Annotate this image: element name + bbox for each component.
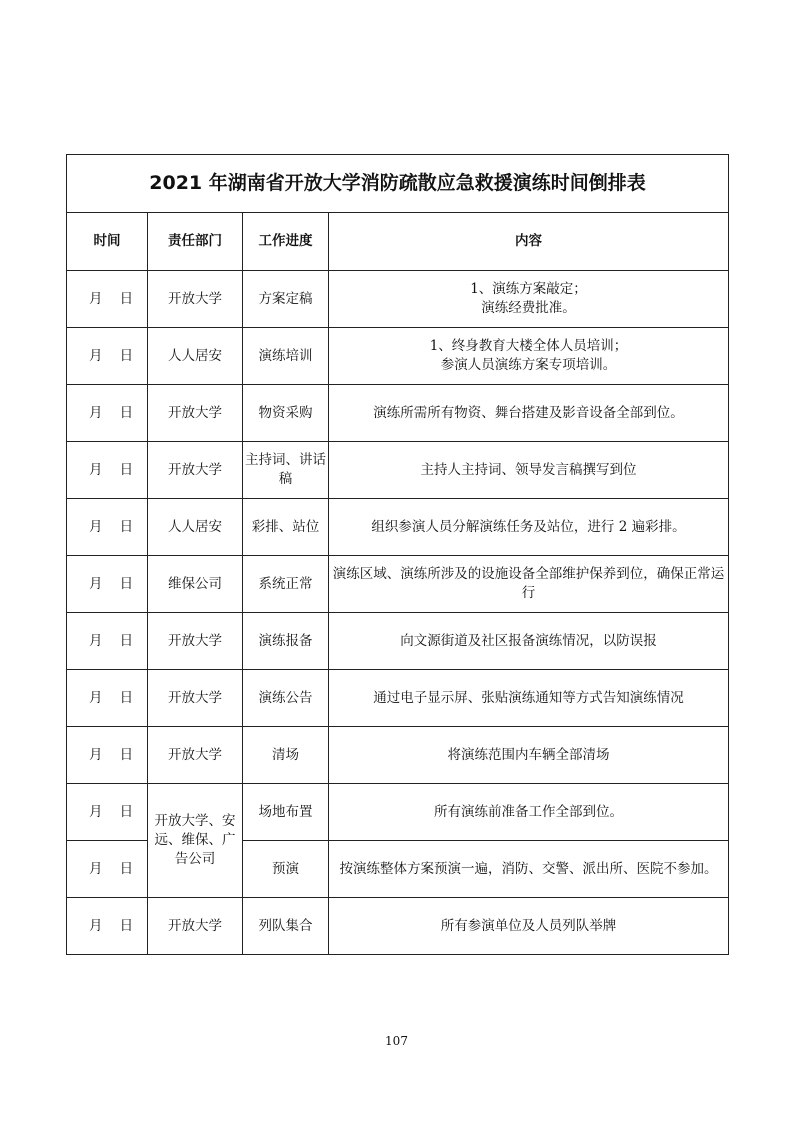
content-cell (329, 442, 729, 499)
progress-cell: 演练公告 (243, 670, 329, 727)
header-content: 内容 (329, 213, 729, 271)
header-row (67, 213, 729, 271)
progress-cell: 彩排、站位 (243, 499, 329, 556)
content-line: 所有演练前准备工作全部到位。 (434, 803, 623, 820)
table-row (67, 499, 729, 556)
department-cell: 开放大学 (148, 385, 243, 442)
content-line: 通过电子显示屏、张贴演练通知等方式告知演练情况 (373, 689, 684, 706)
department-cell: 开放大学 (148, 613, 243, 670)
progress-cell: 演练培训 (243, 328, 329, 385)
date-cell: 月 日 (67, 670, 148, 727)
content-line: 演练区域、演练所涉及的设施设备全部维护保养到位，确保正常运行 (332, 566, 725, 601)
content-line: 主持人主持词、领导发言稿撰写到位 (420, 461, 637, 478)
date-cell: 月 日 (67, 385, 148, 442)
content-cell (329, 727, 729, 784)
content-line: 1、终身教育大楼全体人员培训； (429, 338, 628, 354)
table-row (67, 556, 729, 613)
content-cell (329, 841, 729, 898)
content-cell (329, 784, 729, 841)
table-row (67, 442, 729, 499)
content-cell (329, 385, 729, 442)
content-cell (329, 499, 729, 556)
table-row (67, 271, 729, 328)
content-cell (329, 271, 729, 328)
department-cell: 开放大学 (148, 670, 243, 727)
progress-cell: 场地布置 (243, 784, 329, 841)
content-line: 1、演练方案敲定； (470, 281, 587, 297)
table-row (67, 898, 729, 955)
date-cell: 月 日 (67, 499, 148, 556)
table-row (67, 670, 729, 727)
content-cell (329, 556, 729, 613)
rehearsal-schedule-table (66, 154, 729, 955)
content-line: 组织参演人员分解演练任务及站位，进行 2 遍彩排。 (371, 518, 686, 535)
progress-cell: 预演 (243, 841, 329, 898)
department-cell: 开放大学 (148, 442, 243, 499)
page-number: 107 (385, 1034, 408, 1048)
table-row (67, 784, 729, 841)
date-cell: 月 日 (67, 727, 148, 784)
date-cell: 月 日 (67, 271, 148, 328)
content-cell (329, 670, 729, 727)
date-cell: 月 日 (67, 556, 148, 613)
content-line: 参演人员演练方案专项培训。 (440, 357, 617, 373)
department-cell: 开放大学 (148, 727, 243, 784)
title-row (67, 155, 729, 213)
content-cell (329, 898, 729, 955)
progress-cell: 演练报备 (243, 613, 329, 670)
content-line: 将演练范围内车辆全部清场 (447, 746, 610, 763)
table-row (67, 328, 729, 385)
content-line: 向文源街道及社区报备演练情况，以防误报 (400, 632, 657, 649)
table-title: 2021 年湖南省开放大学消防疏散应急救援演练时间倒排表 (67, 155, 729, 213)
progress-cell: 主持词、讲话稿 (243, 442, 329, 499)
date-cell: 月 日 (67, 613, 148, 670)
department-cell: 开放大学 (148, 898, 243, 955)
header-progress: 工作进度 (243, 213, 329, 271)
date-cell: 月 日 (67, 328, 148, 385)
progress-cell: 物资采购 (243, 385, 329, 442)
date-cell: 月 日 (67, 898, 148, 955)
content-line: 演练经费批准。 (481, 300, 576, 316)
department-cell: 人人居安 (148, 328, 243, 385)
header-time: 时间 (67, 213, 148, 271)
content-line: 所有参演单位及人员列队举牌 (440, 917, 617, 934)
progress-cell: 清场 (243, 727, 329, 784)
department-cell: 开放大学、安远、维保、广告公司 (148, 784, 243, 898)
department-cell: 人人居安 (148, 499, 243, 556)
progress-cell: 方案定稿 (243, 271, 329, 328)
content-cell (329, 328, 729, 385)
date-cell: 月 日 (67, 442, 148, 499)
content-line: 演练所需所有物资、舞台搭建及影音设备全部到位。 (373, 404, 684, 421)
department-cell: 开放大学 (148, 271, 243, 328)
department-cell: 维保公司 (148, 556, 243, 613)
date-cell: 月 日 (67, 841, 148, 898)
content-cell (329, 613, 729, 670)
progress-cell: 列队集合 (243, 898, 329, 955)
table-row (67, 613, 729, 670)
table-row (67, 385, 729, 442)
progress-cell: 系统正常 (243, 556, 329, 613)
table-row (67, 727, 729, 784)
header-department: 责任部门 (148, 213, 243, 271)
date-cell: 月 日 (67, 784, 148, 841)
content-line: 按演练整体方案预演一遍，消防、交警、派出所、医院不参加。 (339, 860, 718, 877)
